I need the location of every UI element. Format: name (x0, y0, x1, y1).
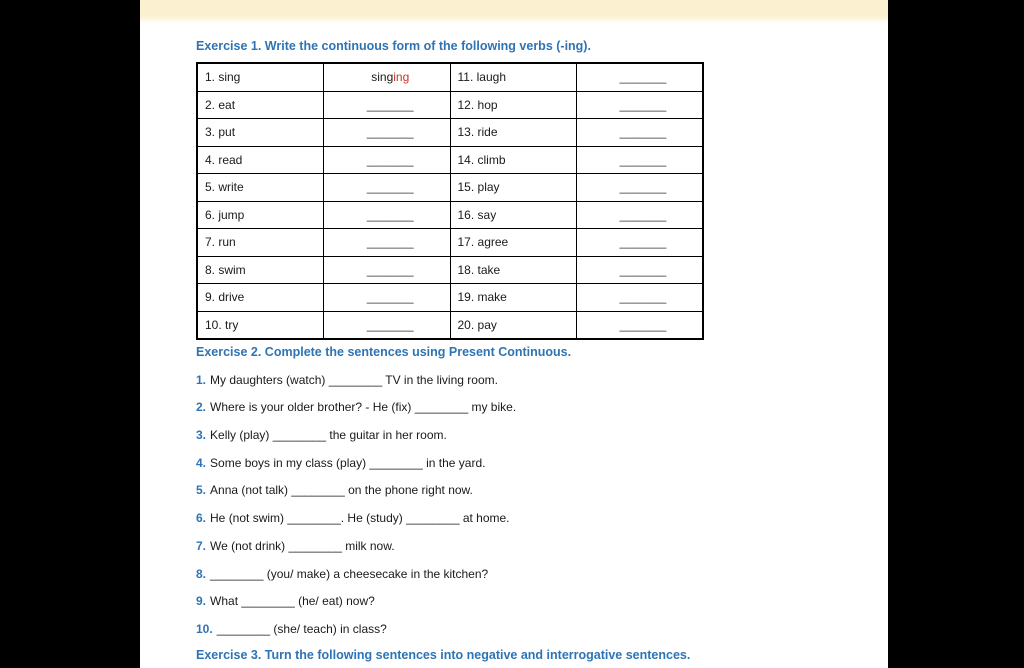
verb-cell: 2. eat (197, 91, 324, 119)
answer-blank: _______ (577, 229, 704, 257)
sentence-8 (196, 567, 848, 581)
sentence-number: 10. (196, 621, 213, 636)
answer-suffix: ing (393, 70, 410, 85)
verb-cell: 6. jump (197, 201, 324, 229)
verb-cell: 13. ride (450, 119, 577, 147)
sentence-text: What ________ (he/ eat) now? (210, 594, 375, 609)
answer-blank: _______ (577, 311, 704, 339)
exercise3-title: Exercise 3. Turn the following sentences into negative and interrogative sentences. (196, 647, 691, 662)
sentence-1 (196, 373, 848, 387)
verb-cell: 16. say (450, 201, 577, 229)
answer-blank: _______ (324, 146, 451, 174)
table-row (197, 119, 703, 147)
verb-cell: 10. try (197, 311, 324, 339)
sentence-number: 1. (196, 372, 207, 387)
verb-cell: 14. climb (450, 146, 577, 174)
answer-blank: _______ (324, 284, 451, 312)
table-row (197, 229, 703, 257)
answer-blank: _______ (577, 63, 704, 91)
answer-base: sing (371, 70, 394, 85)
answer-cell (324, 63, 451, 91)
sentence-number: 7. (196, 538, 207, 553)
sentence-number: 4. (196, 455, 207, 470)
sentence-number: 8. (196, 566, 207, 581)
exercise2-title: Exercise 2. Complete the sentences using Present Continuous. (196, 345, 572, 359)
sentence-10 (196, 622, 848, 636)
answer-blank: _______ (324, 201, 451, 229)
answer-blank: _______ (577, 284, 704, 312)
verb-cell: 7. run (197, 229, 324, 257)
sentence-number: 6. (196, 511, 207, 526)
answer-blank: _______ (577, 174, 704, 202)
answer-blank: _______ (577, 256, 704, 284)
answer-blank: _______ (324, 256, 451, 284)
sentence-7 (196, 539, 848, 553)
sentence-5 (196, 483, 848, 497)
table-row (197, 201, 703, 229)
sentence-6 (196, 511, 848, 525)
sentence-number: 2. (196, 400, 207, 415)
verbs-table (196, 62, 704, 340)
sentence-text: Some boys in my class (play) ________ in the yard. (210, 455, 486, 470)
answer-blank: _______ (577, 146, 704, 174)
sentence-text: My daughters (watch) ________ TV in the living room. (210, 372, 498, 387)
answer-blank: _______ (577, 91, 704, 119)
verb-cell: 5. write (197, 174, 324, 202)
sentence-text: ________ (she/ teach) in class? (216, 621, 387, 636)
verb-cell: 11. laugh (450, 63, 577, 91)
exercise1-title: Exercise 1. Write the continuous form of the following verbs (-ing). (196, 39, 591, 53)
sentence-text: He (not swim) ________. He (study) ________ at home. (210, 511, 510, 526)
answer-blank: _______ (324, 174, 451, 202)
top-cream-banner (140, 0, 888, 24)
verb-cell: 8. swim (197, 256, 324, 284)
verb-cell: 18. take (450, 256, 577, 284)
table-row (197, 284, 703, 312)
answer-blank: _______ (324, 229, 451, 257)
verb-cell: 17. agree (450, 229, 577, 257)
table-row (197, 146, 703, 174)
answer-blank: _______ (577, 201, 704, 229)
answer-blank: _______ (577, 119, 704, 147)
sentence-2 (196, 400, 848, 414)
verb-cell: 1. sing (197, 63, 324, 91)
sentence-text: Where is your older brother? - He (fix) ________ my bike. (210, 400, 517, 415)
verb-cell: 12. hop (450, 91, 577, 119)
sentence-3 (196, 428, 848, 442)
sentence-number: 9. (196, 594, 207, 609)
document-page (140, 0, 888, 668)
sentence-number: 3. (196, 428, 207, 443)
worksheet-content (140, 24, 888, 662)
verb-cell: 20. pay (450, 311, 577, 339)
table-row (197, 311, 703, 339)
sentence-text: We (not drink) ________ milk now. (210, 538, 395, 553)
answer-blank: _______ (324, 91, 451, 119)
verb-cell: 3. put (197, 119, 324, 147)
sentence-4 (196, 456, 848, 470)
verb-cell: 9. drive (197, 284, 324, 312)
sentence-text: ________ (you/ make) a cheesecake in the kitchen? (210, 566, 489, 581)
table-row (197, 174, 703, 202)
sentence-9 (196, 594, 848, 608)
verb-cell: 15. play (450, 174, 577, 202)
sentence-text: Kelly (play) ________ the guitar in her room. (210, 428, 447, 443)
answer-blank: _______ (324, 119, 451, 147)
sentence-number: 5. (196, 483, 207, 498)
table-row (197, 91, 703, 119)
answer-blank: _______ (324, 311, 451, 339)
table-row (197, 256, 703, 284)
verb-cell: 19. make (450, 284, 577, 312)
sentence-text: Anna (not talk) ________ on the phone right now. (210, 483, 473, 498)
table-row (197, 63, 703, 91)
verb-cell: 4. read (197, 146, 324, 174)
